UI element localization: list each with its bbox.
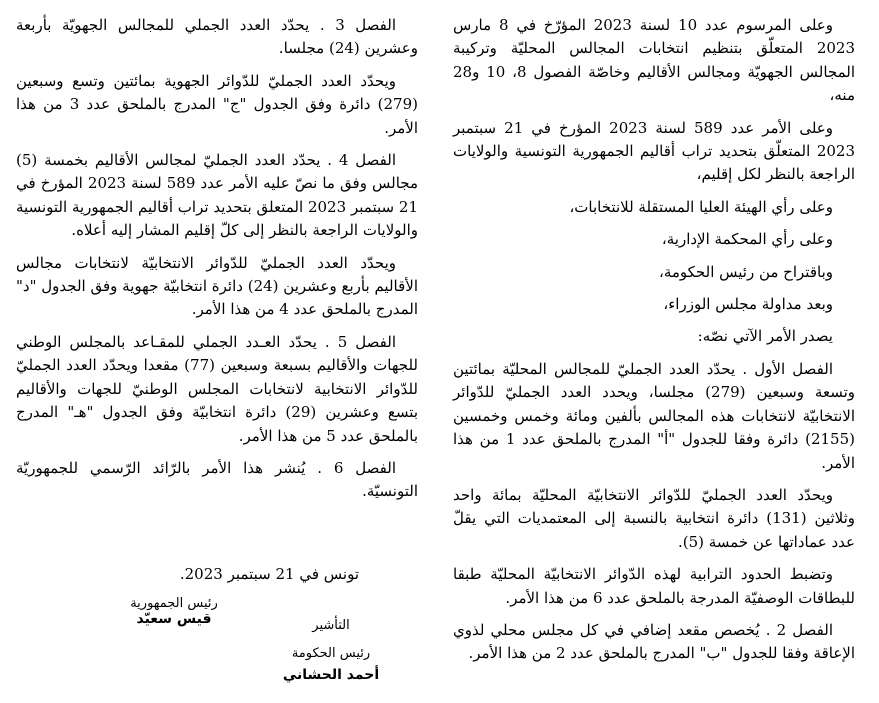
place-date: تونس في 21 سبتمبر 2023. xyxy=(179,565,359,583)
president-name: قيس سعيّد xyxy=(136,611,212,627)
countersign-label: التأشير xyxy=(312,618,350,633)
paragraph: وعلى الأمر عدد 589 لسنة 2023 المؤرخ في 21 سبتمبر 2023 المتعلّق بتحديد تراب أقاليم الجمهورية التونسية والولايات الراجعة بالنظر لكل إقليم، xyxy=(453,118,855,184)
pm-name: أحمد الحشاني xyxy=(282,667,380,683)
paragraph: وعلى رأي الهيئة العليا المستقلة للانتخابات، xyxy=(569,197,833,216)
paragraph: وعلى المرسوم عدد 10 لسنة 2023 المؤرّخ في 8 مارس 2023 المتعلّق بتنظيم انتخابات المجالس المحليّة وتركيبة المجالس الجهويّة ومجالس الأقاليم وخاصّة الفصول 8، 10 و28 منه، xyxy=(453,16,855,105)
paragraph: ويحدّد العدد الجمليّ للدّوائر الجهوية بمائتين وتسع وسبعين (279) دائرة وفق الجدول "ج" المدرج بالملحق عدد 3 من هذا الأمر. xyxy=(16,71,418,137)
article-1: الفصل الأول . يحدّد العدد الجمليّ للمجالس المحليّة بمائتين وتسعة وسبعين (279) مجلسا، ويحدد العدد الجمليّ للدّوائر الانتخابيّة لانتخابات هذه المجالس بألفين ومائة وخمس وخمسين (2155) دائرة وفقا للجدول "أ" المدرج بالملحق عدد 1 من هذا الأمر. xyxy=(453,359,855,472)
article-5: الفصل 5 . يحدّد العـدد الجملي للمقـاعد بالمجلس الوطني للجهات والأقاليم بسبعة وسبعين (77) مقعدا ويحدّد العدد الجمليّ للدّوائر الانتخابية لانتخابات المجلس الوطنيّ للجهات والأقاليم بتسع وعشرين (29) دائرة انتخابيّة وفق الجدول "هـ" المدرج بالملحق عدد 5 من هذا الأمر. xyxy=(16,332,419,445)
paragraph: وعلى رأي المحكمة الإدارية، xyxy=(661,230,833,249)
right-column xyxy=(453,14,855,666)
president-signature xyxy=(119,596,229,627)
article-3: الفصل 3 . يحدّد العدد الجملي للمجالس الجهويّة بأربعة وعشرين (24) مجلسا. xyxy=(16,16,418,58)
paragraph: وباقتراح من رئيس الحكومة، xyxy=(658,262,833,281)
paragraph: وتضبط الحدود الترابية لهذه الدّوائر الانتخابيّة المحليّة طبقا للبطاقات الوصفيّة المدرجة بالملحق عدد 6 من هذا الأمر. xyxy=(453,565,855,607)
countersign xyxy=(276,618,386,633)
paragraph: يصدر الأمر الآتي نصّه: xyxy=(697,327,833,346)
paragraph: ويحدّد العدد الجمليّ للدّوائر الانتخابيّة لانتخابات مجالس الأقاليم بأربع وعشرين (24) دائرة انتخابيّة جهوية وفق الجدول "د" المدرج بالملحق عدد 4 من هذا الأمر. xyxy=(16,253,418,319)
president-title: رئيس الجمهورية xyxy=(130,596,218,611)
pm-title: رئيس الحكومة xyxy=(291,646,371,661)
article-6: الفصل 6 . يُنشر هذا الأمر بالرّائد الرّسمي للجمهوريّة التونسيّة. xyxy=(16,458,418,501)
article-2: الفصل 2 . يُخصص مقعد إضافي في كل مجلس محلي لذوي الإعاقة وفقا للجدول "ب" المدرج بالملحق عدد 2 من هذا الأمر. xyxy=(453,620,855,663)
left-column xyxy=(16,14,418,513)
paragraph: وبعد مداولة مجلس الوزراء، xyxy=(663,295,833,314)
paragraph: ويحدّد العدد الجمليّ للدّوائر الانتخابيّة المحليّة بمائة واحد وثلاثين (131) دائرة انتخابية بالنسبة إلى المعتمديات التي يقلّ عدد عماداتها عن خمسة (5). xyxy=(453,485,855,551)
pm-signature xyxy=(276,646,386,683)
article-4: الفصل 4 . يحدّد العدد الجمليّ لمجالس الأقاليم بخمسة (5) مجالس وفق ما نصّ عليه الأمر عدد 589 لسنة 2023 المؤرخ في 21 سبتمبر 2023 المتعلق بتحديد تراب أقاليم الجمهورية التونسية والولايات الراجعة بالنظر إلى كلّ إقليم المشار إليه أعلاه. xyxy=(16,151,418,240)
